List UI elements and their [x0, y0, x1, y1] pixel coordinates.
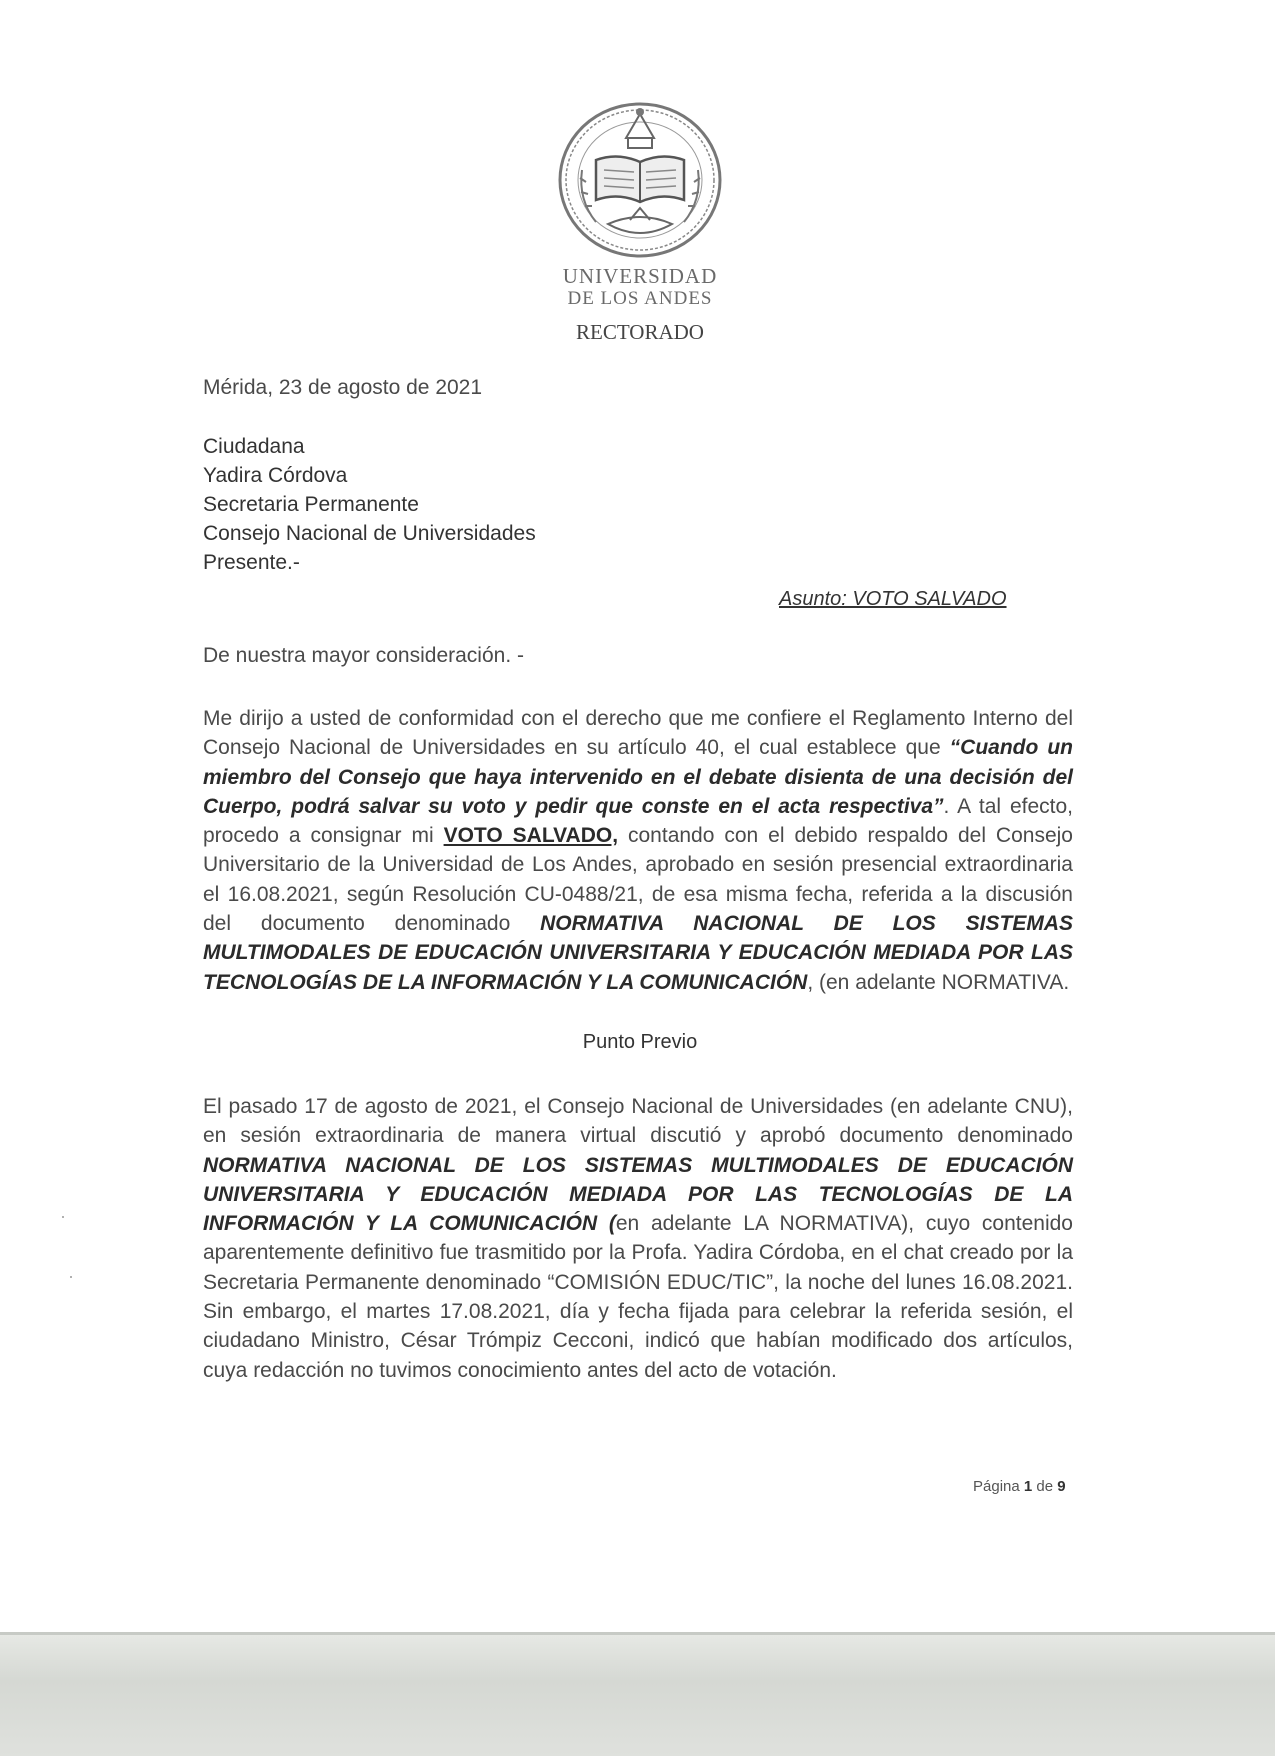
voto-salvado-emphasis: VOTO SALVADO, — [443, 824, 619, 848]
paragraph-text: en adelante LA NORMATIVA), cuyo contenido aparentemente definitivo fue trasmitido por la Profa. Yadira Córdoba, en el chat creado por la Secretaria Permanente denominado “COMISIÓN EDUC/TIC”, la noche del lunes 16.08.2021. Sin embargo, el martes 17.08.2021, día y fecha fijada para celebrar la referida sesión, el ciudadano Ministro, César Trómpiz Cecconi, indicó que habían modificado dos artículos, cuya redacción no tuvimos conocimiento antes del acto de votación. — [203, 1212, 1073, 1382]
scan-speck — [70, 1276, 72, 1278]
addressee-block — [203, 432, 536, 577]
of-word: de — [1036, 1478, 1054, 1495]
department-name: RECTORADO — [576, 320, 704, 344]
section-heading: Punto Previo — [582, 1031, 698, 1053]
salutation: De nuestra mayor consideración. - — [203, 644, 524, 667]
normativa-title: NORMATIVA NACIONAL DE LOS SISTEMAS MULTIMODALES DE EDUCACIÓN UNIVERSITARIA Y EDUCACIÓN MEDIADA POR LAS TECNOLOGÍAS DE LA INFORMACIÓN Y LA COMUNICACIÓN — [203, 912, 1073, 994]
total-pages: 9 — [1057, 1478, 1066, 1495]
normativa-title: NORMATIVA NACIONAL DE LOS SISTEMAS MULTIMODALES DE EDUCACIÓN UNIVERSITARIA Y EDUCACIÓN MEDIADA POR LAS TECNOLOGÍAS DE LA INFORMACIÓN Y LA COMUNICACIÓN ( — [203, 1153, 1073, 1236]
scan-speck — [62, 1216, 64, 1218]
subject-line: Asunto: VOTO SALVADO — [779, 588, 1007, 610]
body-paragraph-2 — [203, 1092, 1073, 1385]
addressee-line: Consejo Nacional de Universidades — [203, 522, 536, 545]
paragraph-text: Me dirijo a usted de conformidad con el derecho que me confiere el Reglamento Interno del Consejo Nacional de Universidades en su artículo 40, el cual establece que — [203, 707, 1073, 760]
body-paragraph-1 — [203, 704, 1073, 997]
current-page: 1 — [1023, 1478, 1033, 1495]
institution-name-line1: UNIVERSIDAD — [562, 264, 718, 288]
addressee-line: Secretaria Permanente — [203, 493, 419, 516]
addressee-line: Presente.- — [203, 551, 300, 574]
university-seal-icon — [556, 100, 724, 260]
paragraph-text: contando con el debido respaldo del Consejo Universitario de la Universidad de Los Andes, aprobado en sesión presencial extraordinaria el 16.08.2021, según Resolución CU-0488/21, de esa misma fecha, referida a la discusión del documento denominado — [203, 824, 1073, 936]
date-line: Mérida, 23 de agosto de 2021 — [203, 376, 483, 399]
page-word: Página — [973, 1478, 1020, 1495]
addressee-line: Ciudadana — [203, 435, 305, 458]
paragraph-text: El pasado 17 de agosto de 2021, el Consejo Nacional de Universidades (en adelante CNU), en sesión extraordinaria de manera virtual discutió y aprobó documento denominado — [203, 1095, 1073, 1148]
scanner-bed-edge — [0, 1632, 1275, 1756]
institution-name-line2: DE LOS ANDES — [567, 288, 713, 309]
page-number — [973, 1478, 1066, 1495]
paragraph-text: . A tal efecto, procedo a consignar mi — [203, 794, 1073, 848]
paragraph-text: , (en adelante NORMATIVA. — [807, 970, 1070, 994]
addressee-line: Yadira Córdova — [203, 464, 348, 487]
article-quote: “Cuando un miembro del Consejo que haya intervenido en el debate disienta de una decisión del Cuerpo, podrá salvar su voto y pedir que conste en el acta respectiva” — [203, 736, 1073, 818]
